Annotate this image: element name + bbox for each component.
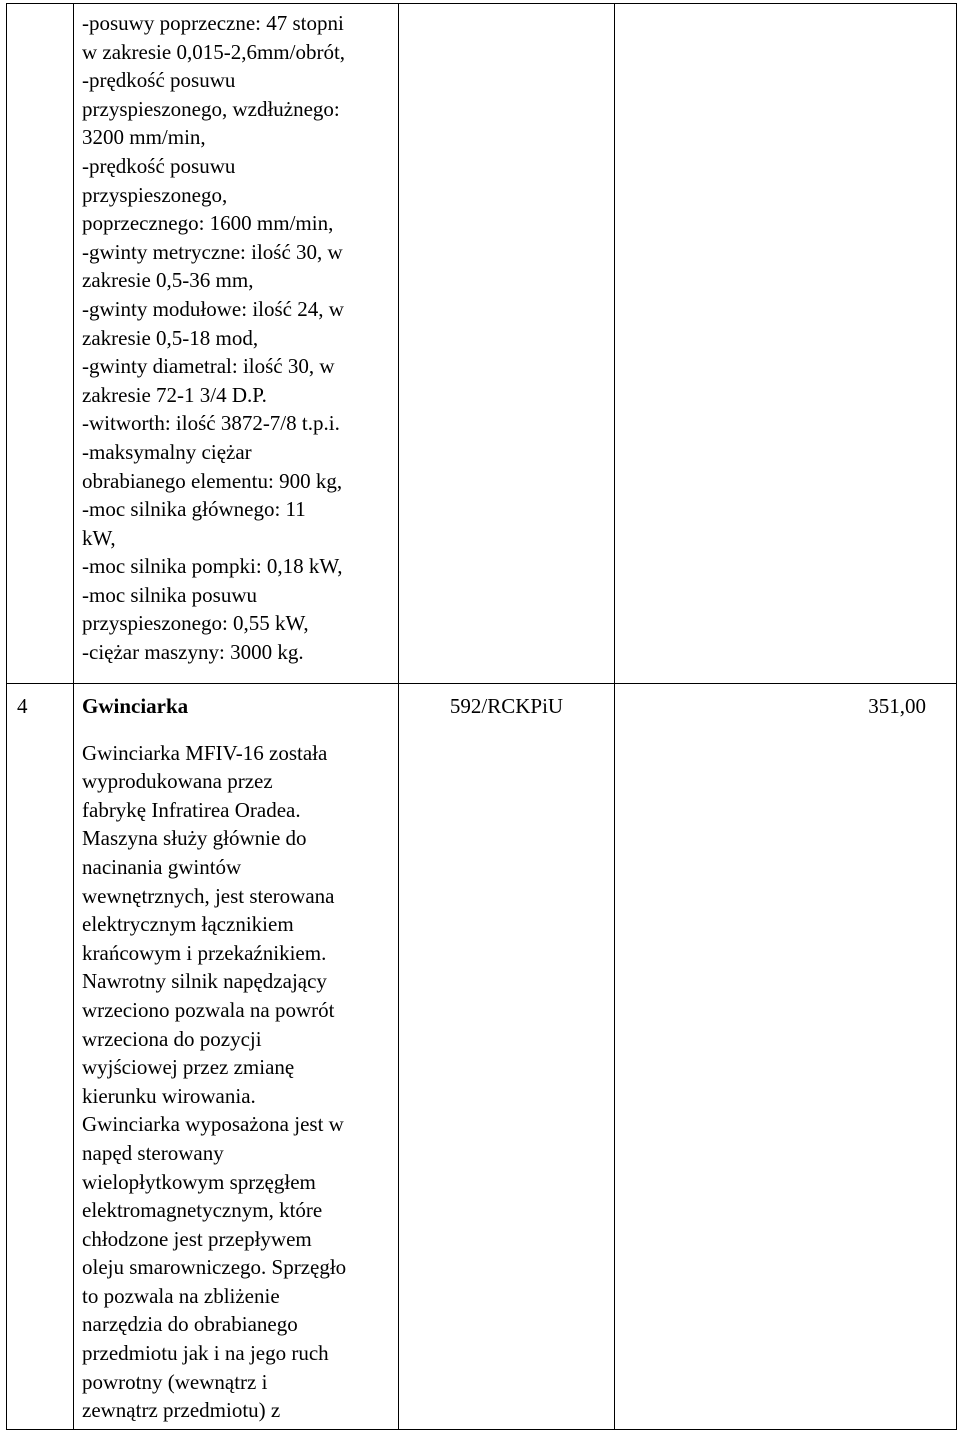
text-line: -gwinty diametral: ilość 30, w — [82, 354, 335, 379]
text-line: wyjściowej przez zmianę — [82, 1055, 295, 1080]
item-name: Gwinciarka — [82, 694, 189, 718]
text-line: wielopłytkowym sprzęgłem — [82, 1169, 316, 1194]
text-line: Gwinciarka wyposażona jest w — [82, 1112, 344, 1137]
text-line: chłodzone jest przepływem — [82, 1226, 312, 1251]
text-line: fabrykę Infratirea Oradea. — [82, 797, 301, 822]
text-line: wrzeciona do pozycji — [82, 1026, 262, 1051]
text-line: krańcowym i przekaźnikiem. — [82, 940, 327, 965]
code-cell — [399, 4, 615, 684]
text-line: Maszyna służy głównie do — [82, 826, 307, 851]
text-line: w zakresie 0,015-2,6mm/obrót, — [82, 39, 346, 64]
item-description — [74, 721, 398, 1425]
items-table — [6, 3, 957, 1430]
text-line: wyprodukowana przez — [82, 769, 273, 794]
text-line: -prędkość posuwu — [82, 153, 236, 178]
text-line: Nawrotny silnik napędzający — [82, 969, 327, 994]
lp-cell — [7, 4, 74, 684]
text-line: kW, — [82, 525, 116, 550]
text-line: -ciężar maszyny: 3000 kg. — [82, 640, 304, 665]
text-line: przyspieszonego: 0,55 kW, — [82, 611, 309, 636]
item-code: 592/RCKPiU — [449, 694, 564, 718]
text-line: wewnętrznych, jest sterowana — [82, 883, 335, 908]
text-line: -witworth: ilość 3872-7/8 t.p.i. — [82, 411, 340, 436]
lp-cell — [7, 684, 74, 1430]
table-row — [7, 684, 957, 1430]
item-price: 351,00 — [868, 694, 926, 718]
price-cell — [615, 684, 957, 1430]
text-line: elektrycznym łącznikiem — [82, 912, 294, 937]
text-line: obrabianego elementu: 900 kg, — [82, 468, 343, 493]
text-line: przyspieszonego, wzdłużnego: — [82, 96, 340, 121]
text-line: -posuwy poprzeczne: 47 stopni — [82, 11, 344, 35]
text-line: przyspieszonego, — [82, 182, 228, 207]
text-line: przedmiotu jak i na jego ruch — [82, 1341, 329, 1366]
text-line: 3200 mm/min, — [82, 125, 206, 150]
text-line: napęd sterowany — [82, 1140, 224, 1165]
text-line: zakresie 0,5-36 mm, — [82, 268, 254, 293]
text-line: to pozwala na zbliżenie — [82, 1283, 280, 1308]
text-line: -gwinty metryczne: ilość 30, w — [82, 239, 343, 264]
description-cell — [74, 4, 399, 684]
item-number: 4 — [17, 694, 28, 718]
text-line: oleju smarowniczego. Sprzęgło — [82, 1255, 347, 1280]
text-line: -moc silnika głównego: 11 — [82, 497, 306, 522]
text-line: -moc silnika posuwu — [82, 582, 257, 607]
continuation-text — [74, 4, 398, 675]
price-cell — [615, 4, 957, 684]
text-line: zewnątrz przedmiotu) z — [82, 1398, 281, 1423]
table-row — [7, 4, 957, 684]
text-line: zakresie 72-1 3/4 D.P. — [82, 382, 267, 407]
text-line: -gwinty modułowe: ilość 24, w — [82, 296, 344, 321]
text-line: powrotny (wewnątrz i — [82, 1369, 268, 1394]
text-line: zakresie 0,5-18 mod, — [82, 325, 259, 350]
description-cell — [74, 684, 399, 1430]
text-line: -prędkość posuwu — [82, 68, 236, 93]
text-line: wrzeciono pozwala na powrót — [82, 997, 335, 1022]
text-line: kierunku wirowania. — [82, 1083, 256, 1108]
text-line: poprzecznego: 1600 mm/min, — [82, 211, 334, 236]
text-line: nacinania gwintów — [82, 854, 242, 879]
text-line: -moc silnika pompki: 0,18 kW, — [82, 554, 343, 579]
text-line: -maksymalny ciężar — [82, 439, 252, 464]
text-line: narzędzia do obrabianego — [82, 1312, 298, 1337]
text-line: elektromagnetycznym, które — [82, 1198, 323, 1223]
text-line: Gwinciarka MFIV-16 została — [82, 740, 328, 765]
code-cell — [399, 684, 615, 1430]
